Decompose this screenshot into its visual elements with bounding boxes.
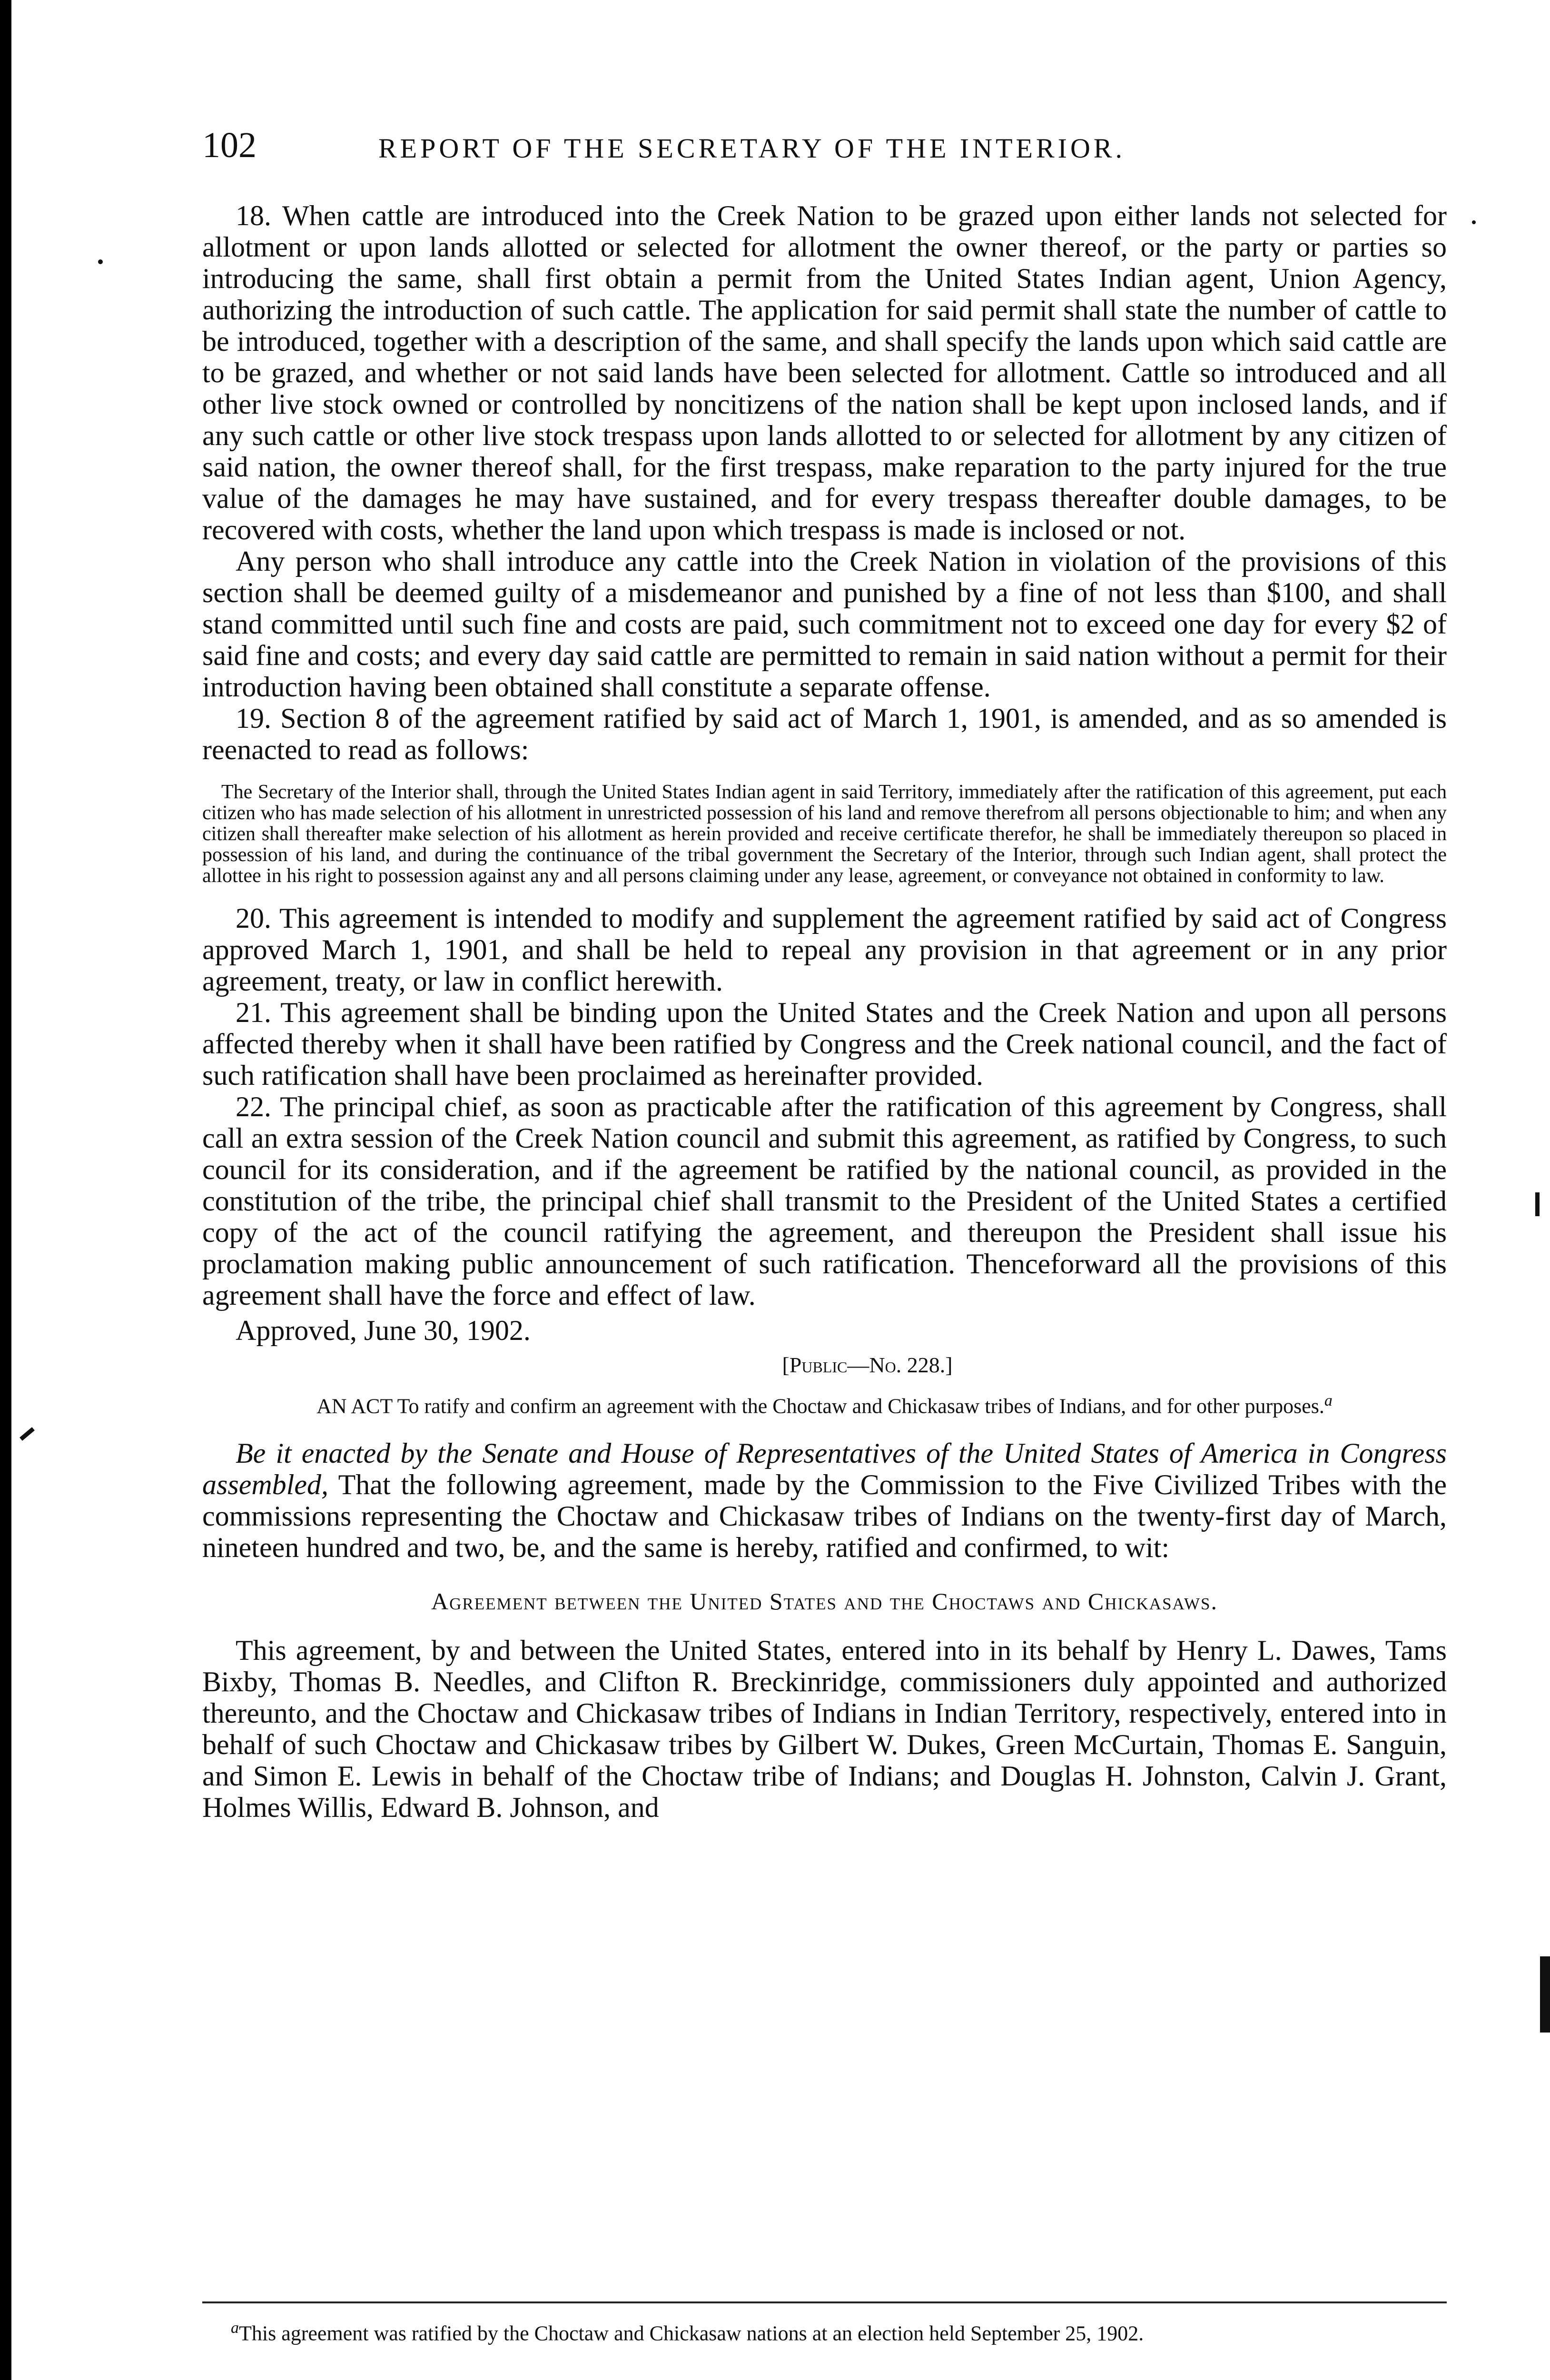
footnote — [202, 2316, 1447, 2346]
public-law-number: [Public—No. 228.] — [782, 1353, 953, 1377]
page-body — [202, 200, 1447, 1823]
scan-left-edge — [0, 0, 11, 2380]
act-title-text: AN ACT To ratify and confirm an agreement with the Choctaw and Chickasaw tribes of Indians, and for other purposes. — [316, 1394, 1324, 1418]
approval-date: Approved, June 30, 1902. — [236, 1315, 531, 1346]
enacting-text: That the following agreement, made by the Commission to the Five Civilized Tribes with the commissions representing the Choctaw and Chickasaw tribes of Indians on the twenty-first day of March, nineteen hundred and two, be, and the same is hereby, ratified and confirmed, to wit: — [202, 1468, 1447, 1563]
scan-mark — [1535, 1192, 1540, 1216]
section-19: 19. Section 8 of the agreement ratified by said act of March 1, 1901, is amended, and as so amended is reenacted to read as follows: — [202, 703, 1447, 765]
footnote-divider — [202, 2301, 1447, 2303]
enacting-formula: Be it enacted by the Senate and House of Representatives of the United States of America in Congress assembled, — [202, 1437, 1447, 1500]
section-18-penalty: Any person who shall introduce any cattle into the Creek Nation in violation of the provisions of this section shall be deemed guilty of a misdemeanor and punished by a fine of not less than $100, and shall stand committed until such fine and costs are paid, such commitment not to exceed one day for every $2 of said fine and costs; and every day said cattle are permitted to remain in said nation without a permit for their introduction having been obtained shall constitute a separate offense. — [202, 545, 1447, 703]
page-number: 102 — [202, 125, 257, 165]
agreement-heading: Agreement between the United States and the Choctaws and Chickasaws. — [431, 1587, 1218, 1615]
quoted-section-8: The Secretary of the Interior shall, through the United States Indian agent in said Territory, immediately after the ratification of this agreement, put each citizen who has made selection of his allotment in unrestricted possession of his land and remove therefrom all persons objectionable to him; and when any citizen shall thereafter make selection of his allotment as herein provided and receive certificate therefor, he shall be immediately thereupon so placed in possession of his land, and during the continuance of the tribal government the Secretary of the Interior, through such Indian agent, shall protect the allottee in his right to possession against any and all persons claiming under any lease, agreement, or conveyance not obtained in conformity to law. — [202, 781, 1447, 887]
scan-speck — [98, 259, 103, 264]
footnote-text: This agreement was ratified by the Choctaw and Chickasaw nations at an election held September 25, 1902. — [239, 2321, 1144, 2345]
scan-speck — [1472, 220, 1476, 224]
scan-mark — [1540, 1956, 1550, 2033]
section-22: 22. The principal chief, as soon as practicable after the ratification of this agreement by Congress, shall call an extra session of the Creek Nation council and submit this agreement, as ratified by Congress, to such council for its consideration, and if the agreement be ratified by the national council, as provided in the constitution of the tribe, the principal chief shall transmit to the President of the United States a certified copy of the act of the council ratifying the agreement, and thereupon the President shall issue his proclamation making public announcement of such ratification. Thenceforward all the provisions of this agreement shall have the force and effect of law. — [202, 1091, 1447, 1311]
page-header — [202, 125, 1447, 168]
section-20: 20. This agreement is intended to modify and supplement the agreement ratified by said act of Congress approved March 1, 1901, and shall be held to repeal any provision in that agreement or in any prior agreement, treaty, or law in conflict herewith. — [202, 902, 1447, 997]
footnote-mark: a — [231, 2319, 239, 2337]
enacting-clause — [202, 1438, 1447, 1563]
running-title: REPORT OF THE SECRETARY OF THE INTERIOR. — [378, 133, 1126, 164]
section-18: 18. When cattle are introduced into the Creek Nation to be grazed upon either lands not selected for allotment or upon lands allotted or selected for allotment the owner thereof, or the party or parties so introducing the same, shall first obtain a permit from the United States Indian agent, Union Agency, authorizing the introduction of such cattle. The application for said permit shall state the number of cattle to be introduced, together with a description of the same, and shall specify the lands upon which said cattle are to be grazed, and whether or not said lands have been selected for allotment. Cattle so introduced and all other live stock owned or controlled by noncitizens of the nation shall be kept upon inclosed lands, and if any such cattle or other live stock trespass upon lands allotted to or selected for allotment by any citizen of said nation, the owner thereof shall, for the first trespass, make reparation to the party injured for the true value of the damages he may have sustained, and for every trespass thereafter double damages, to be recovered with costs, whether the land upon which trespass is made is inclosed or not. — [202, 200, 1447, 545]
section-21: 21. This agreement shall be binding upon the United States and the Creek Nation and upon all persons affected thereby when it shall have been ratified by Congress and the Creek national council, and the fact of such ratification shall have been proclaimed as hereinafter provided. — [202, 997, 1447, 1091]
act-title — [202, 1389, 1447, 1418]
scan-mark — [20, 1427, 35, 1441]
agreement-intro: This agreement, by and between the United States, entered into in its behalf by Henry L. Dawes, Tams Bixby, Thomas B. Needles, and Clifton R. Breckinridge, commissioners duly appointed and authorized thereunto, and the Choctaw and Chickasaw tribes of Indians in Indian Territory, respectively, entered into in behalf of such Choctaw and Chickasaw tribes by Gilbert W. Dukes, Green McCurtain, Thomas E. Sanguin, and Simon E. Lewis in behalf of the Choctaw tribe of Indians; and Douglas H. Johnston, Calvin J. Grant, Holmes Willis, Edward B. Johnson, and — [202, 1634, 1447, 1823]
footnote-reference: a — [1324, 1392, 1333, 1409]
